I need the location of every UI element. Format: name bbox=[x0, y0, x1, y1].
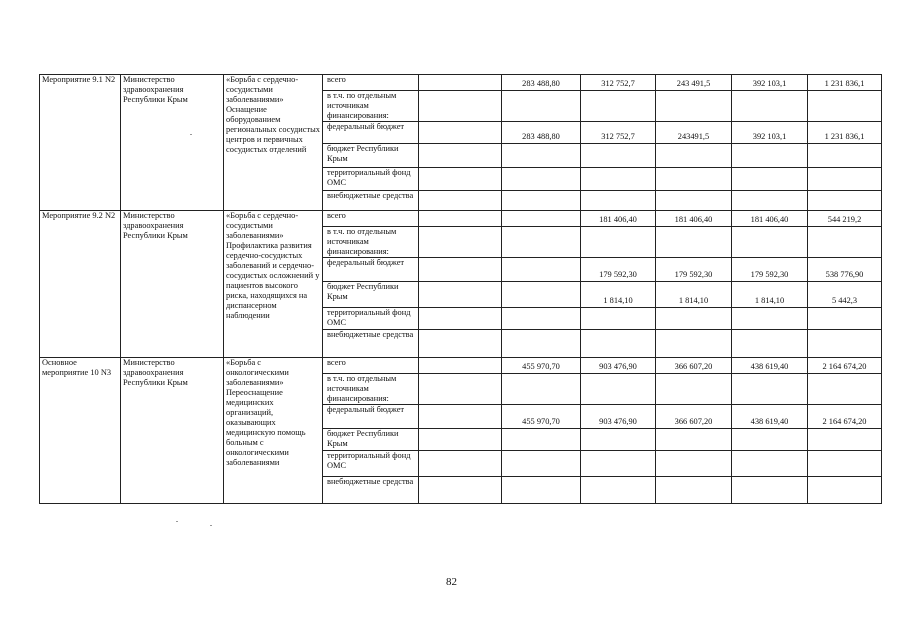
amount-cell bbox=[656, 91, 732, 122]
empty-cell bbox=[419, 211, 502, 227]
empty-cell bbox=[419, 258, 502, 282]
amount-cell bbox=[581, 168, 656, 191]
amount-cell bbox=[656, 330, 732, 358]
amount-cell bbox=[732, 308, 808, 330]
amount-cell bbox=[581, 477, 656, 504]
empty-cell bbox=[419, 358, 502, 374]
empty-cell bbox=[419, 405, 502, 429]
amount-cell: 179 592,30 bbox=[656, 258, 732, 282]
amount-cell bbox=[732, 91, 808, 122]
amount-cell: 312 752,7 bbox=[581, 122, 656, 144]
empty-cell bbox=[419, 227, 502, 258]
amount-cell: 392 103,1 bbox=[732, 75, 808, 91]
amount-cell bbox=[581, 91, 656, 122]
amount-cell: 1 231 836,1 bbox=[808, 75, 882, 91]
amount-cell bbox=[732, 227, 808, 258]
amount-cell bbox=[808, 451, 882, 477]
amount-cell: 1 231 836,1 bbox=[808, 122, 882, 144]
amount-cell: 5 442,3 bbox=[808, 282, 882, 308]
funding-source-cell: бюджет Республики Крым bbox=[323, 429, 419, 451]
amount-cell: 181 406,40 bbox=[581, 211, 656, 227]
empty-cell bbox=[419, 191, 502, 211]
amount-cell bbox=[732, 168, 808, 191]
amount-cell bbox=[656, 374, 732, 405]
amount-cell: 455 970,70 bbox=[502, 405, 581, 429]
funding-source-cell: внебюджетные средства bbox=[323, 330, 419, 358]
empty-cell bbox=[419, 91, 502, 122]
amount-cell bbox=[581, 308, 656, 330]
amount-cell bbox=[502, 144, 581, 168]
amount-cell bbox=[656, 227, 732, 258]
funding-source-cell: в т.ч. по отдельным источникам финансирования: bbox=[323, 91, 419, 122]
amount-cell bbox=[656, 144, 732, 168]
amount-cell bbox=[502, 168, 581, 191]
activity-name-cell: «Борьба с онкологическими заболеваниями» Переоснащение медицинских организаций, оказывающих медицинскую помощь больным с онкологическими заболеваниями bbox=[224, 358, 323, 504]
empty-cell bbox=[419, 451, 502, 477]
amount-cell bbox=[502, 258, 581, 282]
amount-cell bbox=[581, 330, 656, 358]
amount-cell: 1 814,10 bbox=[732, 282, 808, 308]
funding-source-cell: федеральный бюджет bbox=[323, 122, 419, 144]
scan-speck bbox=[176, 521, 178, 522]
amount-cell: 1 814,10 bbox=[656, 282, 732, 308]
scan-speck bbox=[190, 134, 192, 135]
empty-cell bbox=[419, 477, 502, 504]
amount-cell bbox=[808, 227, 882, 258]
empty-cell bbox=[419, 144, 502, 168]
funding-source-cell: территориальный фонд ОМС bbox=[323, 308, 419, 330]
amount-cell: 538 776,90 bbox=[808, 258, 882, 282]
funding-source-cell: в т.ч. по отдельным источникам финансирования: bbox=[323, 227, 419, 258]
funding-source-cell: внебюджетные средства bbox=[323, 477, 419, 504]
amount-cell bbox=[808, 374, 882, 405]
amount-cell bbox=[656, 451, 732, 477]
amount-cell: 2 164 674,20 bbox=[808, 358, 882, 374]
amount-cell bbox=[581, 227, 656, 258]
amount-cell: 392 103,1 bbox=[732, 122, 808, 144]
amount-cell bbox=[502, 308, 581, 330]
amount-cell bbox=[656, 477, 732, 504]
amount-cell bbox=[656, 191, 732, 211]
amount-cell bbox=[808, 91, 882, 122]
amount-cell: 455 970,70 bbox=[502, 358, 581, 374]
executor-cell: Министерство здравоохранения Республики Крым bbox=[121, 358, 224, 504]
funding-source-cell: всего bbox=[323, 211, 419, 227]
amount-cell bbox=[732, 330, 808, 358]
amount-cell: 903 476,90 bbox=[581, 358, 656, 374]
scan-speck bbox=[210, 525, 212, 526]
amount-cell: 283 488,80 bbox=[502, 122, 581, 144]
amount-cell bbox=[732, 144, 808, 168]
table-row bbox=[40, 75, 882, 91]
amount-cell bbox=[656, 168, 732, 191]
empty-cell bbox=[419, 374, 502, 405]
activity-cell: Мероприятие 9.2 N2 bbox=[40, 211, 121, 358]
amount-cell bbox=[502, 451, 581, 477]
amount-cell bbox=[808, 308, 882, 330]
amount-cell bbox=[732, 429, 808, 451]
amount-cell: 366 607,20 bbox=[656, 405, 732, 429]
activity-name-cell: «Борьба с сердечно-сосудистыми заболеваниями» Оснащение оборудованием региональных сосудистых центров и первичных сосудистых отделений bbox=[224, 75, 323, 211]
amount-cell bbox=[581, 191, 656, 211]
amount-cell: 312 752,7 bbox=[581, 75, 656, 91]
amount-cell bbox=[581, 144, 656, 168]
empty-cell bbox=[419, 75, 502, 91]
amount-cell: 438 619,40 bbox=[732, 405, 808, 429]
amount-cell: 243 491,5 bbox=[656, 75, 732, 91]
activity-cell: Мероприятие 9.1 N2 bbox=[40, 75, 121, 211]
amount-cell bbox=[656, 429, 732, 451]
amount-cell: 243491,5 bbox=[656, 122, 732, 144]
amount-cell bbox=[808, 429, 882, 451]
amount-cell: 179 592,30 bbox=[581, 258, 656, 282]
amount-cell bbox=[581, 374, 656, 405]
amount-cell bbox=[732, 191, 808, 211]
amount-cell: 1 814,10 bbox=[581, 282, 656, 308]
empty-cell bbox=[419, 429, 502, 451]
amount-cell bbox=[502, 477, 581, 504]
funding-source-cell: территориальный фонд ОМС bbox=[323, 168, 419, 191]
financing-table bbox=[39, 74, 882, 504]
page-number: 82 bbox=[446, 576, 457, 588]
amount-cell bbox=[502, 211, 581, 227]
funding-source-cell: бюджет Республики Крым bbox=[323, 144, 419, 168]
amount-cell bbox=[502, 330, 581, 358]
funding-source-cell: всего bbox=[323, 358, 419, 374]
amount-cell: 903 476,90 bbox=[581, 405, 656, 429]
amount-cell: 544 219,2 bbox=[808, 211, 882, 227]
amount-cell bbox=[732, 451, 808, 477]
executor-cell: Министерство здравоохранения Республики Крым bbox=[121, 75, 224, 211]
amount-cell: 438 619,40 bbox=[732, 358, 808, 374]
funding-source-cell: федеральный бюджет bbox=[323, 258, 419, 282]
amount-cell bbox=[808, 168, 882, 191]
amount-cell: 283 488,80 bbox=[502, 75, 581, 91]
amount-cell: 2 164 674,20 bbox=[808, 405, 882, 429]
activity-name-cell: «Борьба с сердечно-сосудистыми заболеваниями» Профилактика развития сердечно-сосудистых заболеваний и сердечно-сосудистых осложнений у пациентов высокого риска, находящихся на диспансерном наблюдении bbox=[224, 211, 323, 358]
amount-cell bbox=[502, 227, 581, 258]
amount-cell bbox=[502, 374, 581, 405]
amount-cell: 181 406,40 bbox=[656, 211, 732, 227]
executor-cell: Министерство здравоохранения Республики Крым bbox=[121, 211, 224, 358]
amount-cell bbox=[581, 451, 656, 477]
funding-source-cell: в т.ч. по отдельным источникам финансирования: bbox=[323, 374, 419, 405]
funding-source-cell: всего bbox=[323, 75, 419, 91]
amount-cell: 179 592,30 bbox=[732, 258, 808, 282]
amount-cell bbox=[581, 429, 656, 451]
amount-cell bbox=[656, 308, 732, 330]
funding-source-cell: внебюджетные средства bbox=[323, 191, 419, 211]
amount-cell bbox=[502, 91, 581, 122]
amount-cell bbox=[502, 191, 581, 211]
empty-cell bbox=[419, 308, 502, 330]
empty-cell bbox=[419, 330, 502, 358]
amount-cell bbox=[808, 477, 882, 504]
amount-cell bbox=[732, 477, 808, 504]
empty-cell bbox=[419, 122, 502, 144]
table-row bbox=[40, 211, 882, 227]
amount-cell bbox=[808, 330, 882, 358]
funding-source-cell: федеральный бюджет bbox=[323, 405, 419, 429]
empty-cell bbox=[419, 282, 502, 308]
activity-cell: Основное мероприятие 10 N3 bbox=[40, 358, 121, 504]
amount-cell bbox=[808, 144, 882, 168]
amount-cell: 181 406,40 bbox=[732, 211, 808, 227]
amount-cell bbox=[808, 191, 882, 211]
amount-cell bbox=[502, 429, 581, 451]
funding-source-cell: бюджет Республики Крым bbox=[323, 282, 419, 308]
amount-cell bbox=[502, 282, 581, 308]
table-row bbox=[40, 358, 882, 374]
amount-cell bbox=[732, 374, 808, 405]
funding-source-cell: территориальный фонд ОМС bbox=[323, 451, 419, 477]
amount-cell: 366 607,20 bbox=[656, 358, 732, 374]
empty-cell bbox=[419, 168, 502, 191]
